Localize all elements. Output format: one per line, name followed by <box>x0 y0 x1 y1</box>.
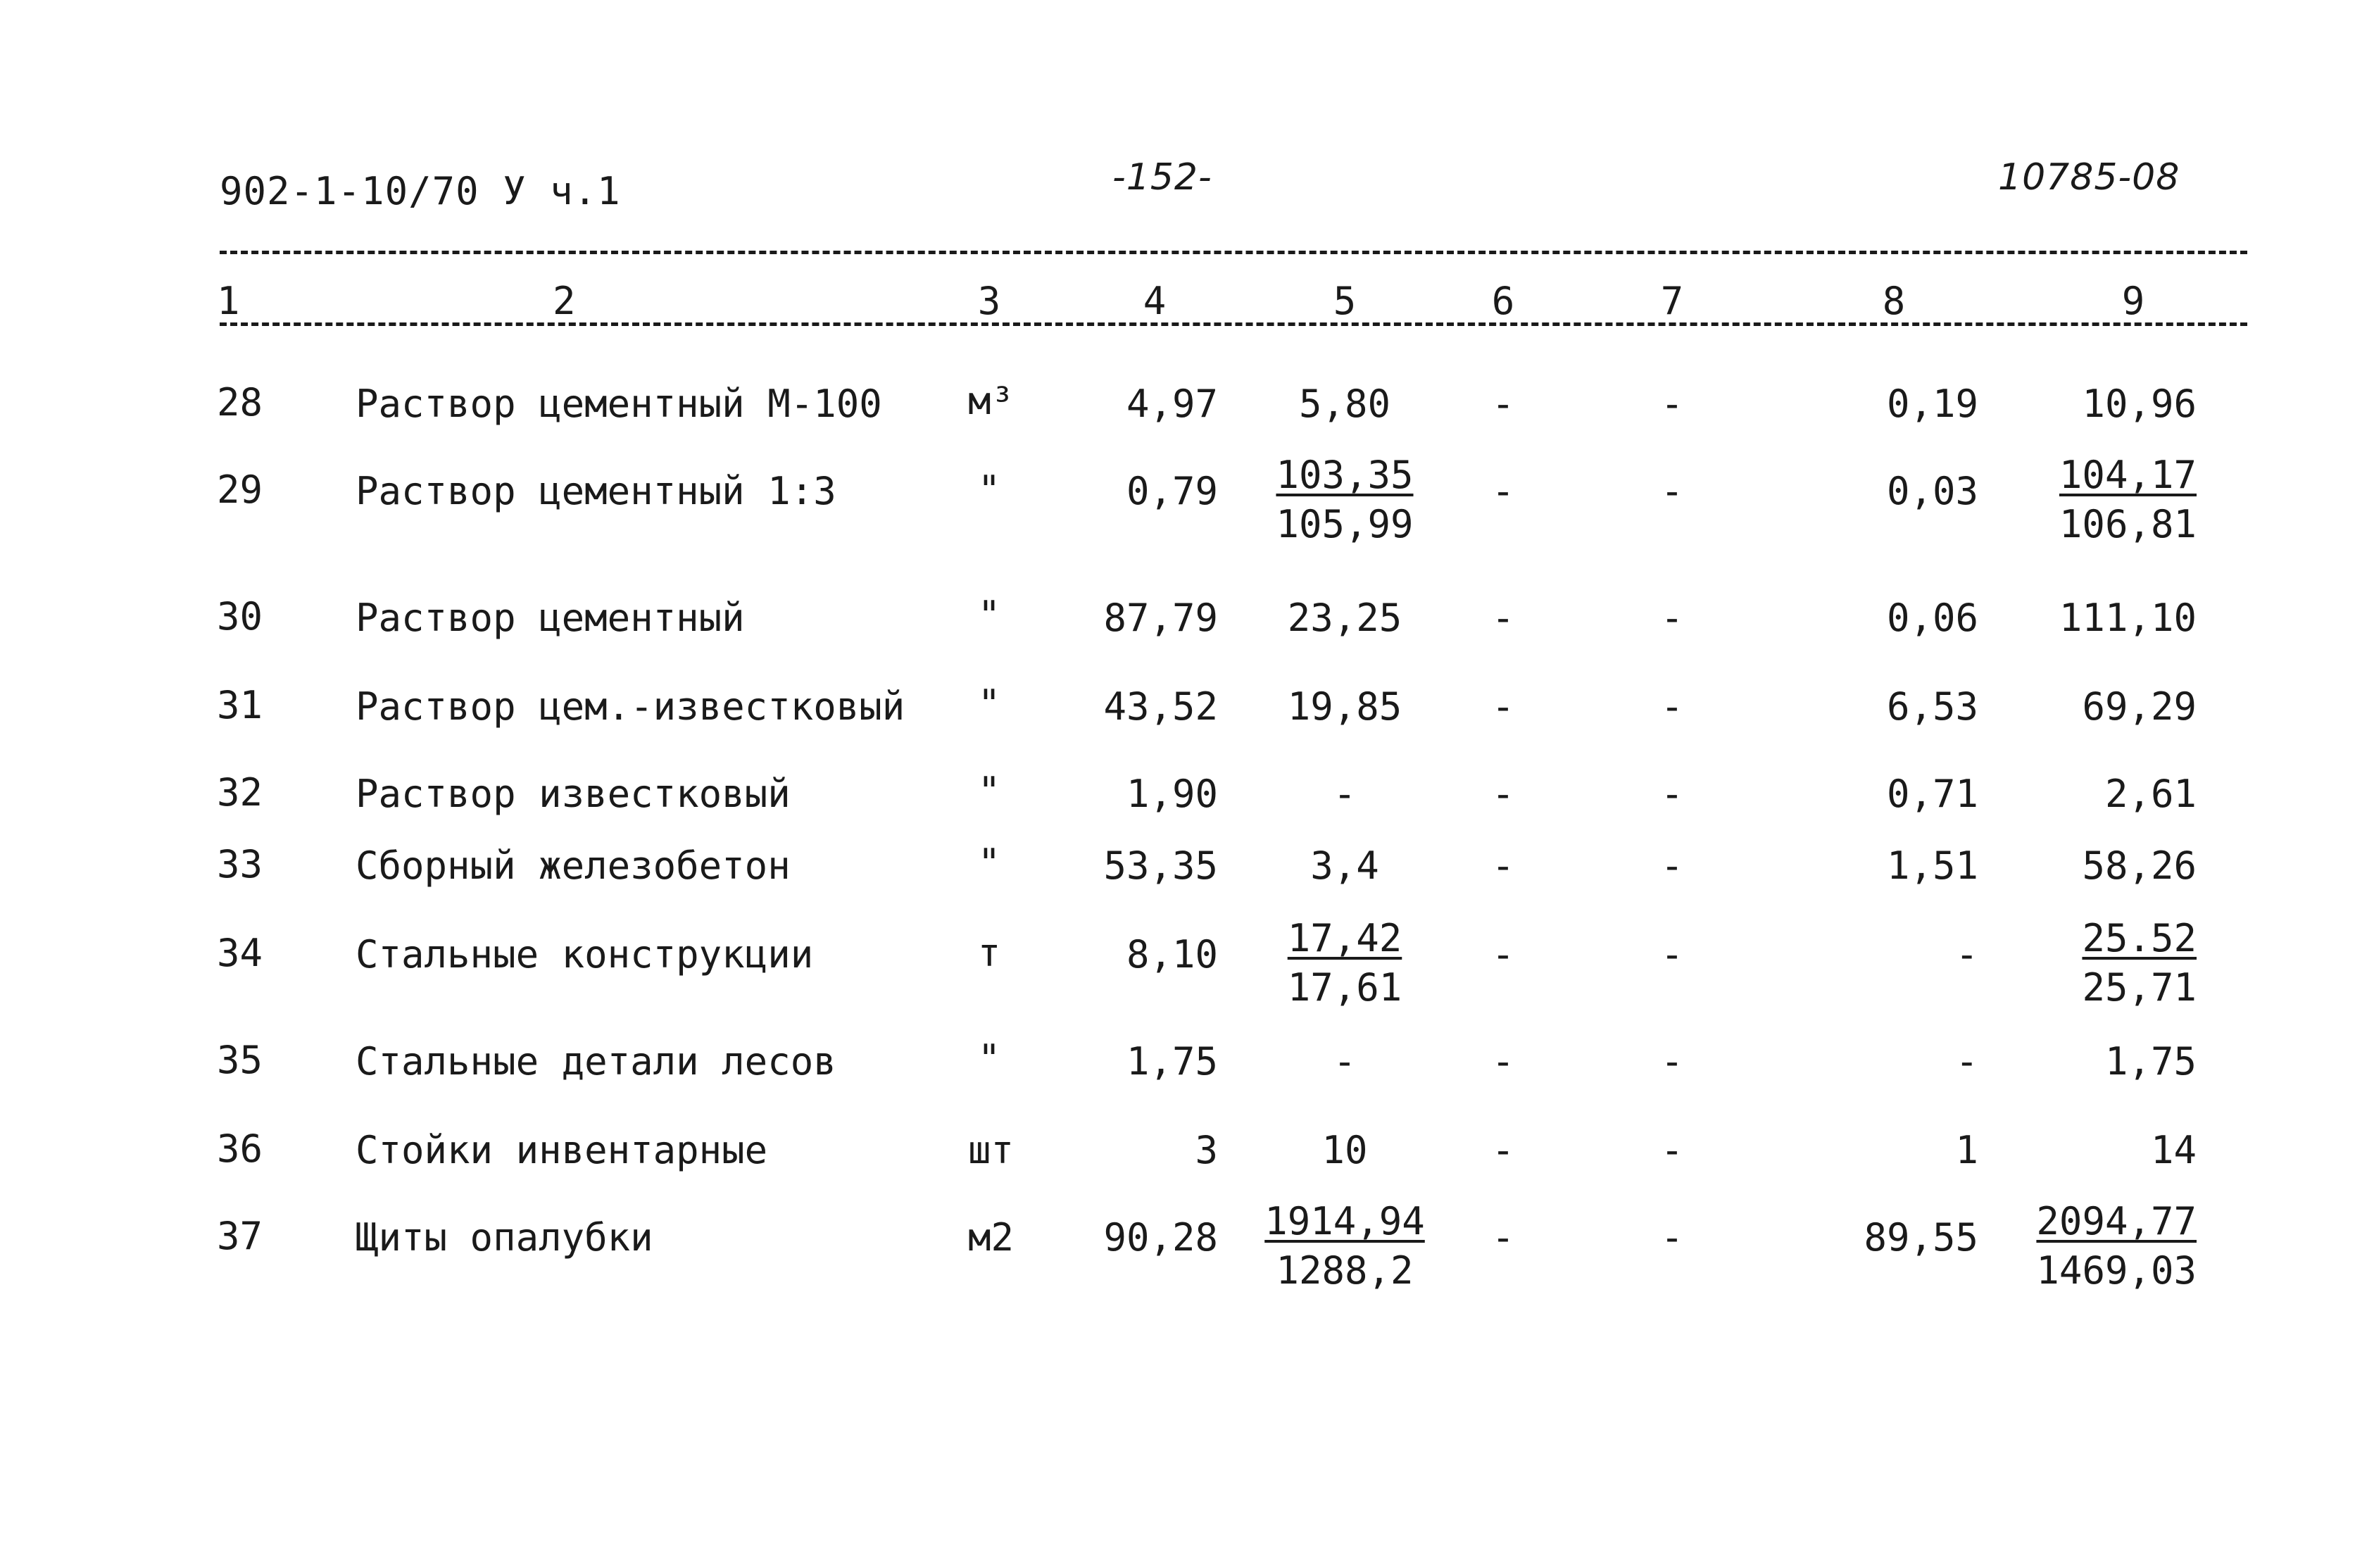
row-number: 37 <box>217 1214 263 1258</box>
value-col-9: 111,10 <box>2059 596 2197 640</box>
table-top-rule <box>220 251 2247 254</box>
material-name: Раствор цементный М-100 <box>356 382 882 426</box>
column-header-7: 7 <box>1660 279 1684 323</box>
material-name: Раствор цем.-известковый <box>356 684 905 729</box>
value-col-9: 69,29 <box>2082 684 2197 729</box>
value-col-8: 0,03 <box>1886 469 1978 513</box>
material-name: Щиты опалубки <box>356 1215 653 1260</box>
value-col-4: 3 <box>1195 1128 1218 1172</box>
value-col-8: - <box>1955 1039 1978 1084</box>
value-col-4: 53,35 <box>1103 843 1218 888</box>
value-col-7: - <box>1660 596 1684 640</box>
material-name: Раствор цементный <box>356 596 745 640</box>
value-col-9: 1,75 <box>2104 1039 2197 1084</box>
value-col-6: - <box>1491 772 1515 816</box>
value-col-5: 3,4 <box>1310 843 1379 888</box>
unit: шт <box>968 1128 1015 1172</box>
value-col-6: - <box>1491 469 1515 513</box>
unit: т <box>977 931 1001 975</box>
value-col-4: 8,10 <box>1126 932 1218 977</box>
column-header-3: 3 <box>977 279 1001 323</box>
row-number: 28 <box>217 380 263 425</box>
table-header-rule <box>220 322 2247 326</box>
value-col-9: 2,61 <box>2104 772 2197 816</box>
fraction-denominator: 17,61 <box>1287 965 1402 1010</box>
value-col-5: - <box>1333 1039 1357 1084</box>
unit: " <box>977 769 1001 813</box>
value-col-5: 5,80 <box>1298 382 1391 426</box>
value-col-6: - <box>1491 1128 1515 1172</box>
fraction-numerator: 104,17 <box>2059 453 2197 497</box>
fraction-numerator: 2094,77 <box>2036 1199 2197 1243</box>
column-header-6: 6 <box>1491 279 1515 323</box>
document-code: 902-1-10/70 У ч.1 <box>220 169 621 213</box>
value-col-5 <box>1253 451 1436 549</box>
row-number: 29 <box>217 468 263 512</box>
value-col-8: - <box>1955 932 1978 977</box>
row-number: 35 <box>217 1038 263 1082</box>
value-col-5: - <box>1333 772 1357 816</box>
value-col-8: 6,53 <box>1886 684 1978 729</box>
value-col-4: 0,79 <box>1126 469 1218 513</box>
value-col-8: 89,55 <box>1864 1215 1978 1260</box>
material-name: Стойки инвентарные <box>356 1128 768 1172</box>
value-col-5: 23,25 <box>1287 596 1402 640</box>
sheet-code: 10785-08 <box>1998 156 2180 199</box>
value-col-6: - <box>1491 382 1515 426</box>
value-col-4: 4,97 <box>1126 382 1218 426</box>
value-col-4: 43,52 <box>1103 684 1218 729</box>
row-number: 32 <box>217 770 263 815</box>
material-name: Раствор цементный 1:3 <box>356 469 836 513</box>
page-number: -152- <box>1112 156 1212 199</box>
value-col-6: - <box>1491 596 1515 640</box>
value-col-7: - <box>1660 469 1684 513</box>
column-header-5: 5 <box>1333 279 1357 323</box>
value-col-9 <box>2014 451 2197 549</box>
value-col-7: - <box>1660 772 1684 816</box>
fraction-denominator: 1469,03 <box>2036 1248 2197 1293</box>
value-col-5 <box>1253 1197 1436 1296</box>
value-col-4: 87,79 <box>1103 596 1218 640</box>
fraction-denominator: 105,99 <box>1276 502 1414 546</box>
value-col-6: - <box>1491 1215 1515 1260</box>
row-number: 34 <box>217 931 263 975</box>
value-col-8: 0,06 <box>1886 596 1978 640</box>
unit: " <box>977 593 1001 637</box>
row-number: 36 <box>217 1127 263 1171</box>
value-col-5 <box>1253 914 1436 1012</box>
value-col-8: 0,19 <box>1886 382 1978 426</box>
value-col-7: - <box>1660 1215 1684 1260</box>
value-col-5: 19,85 <box>1287 684 1402 729</box>
fraction-numerator: 1914,94 <box>1264 1199 1425 1243</box>
value-col-7: - <box>1660 843 1684 888</box>
unit: " <box>977 1036 1001 1081</box>
row-number: 31 <box>217 683 263 727</box>
fraction-denominator: 25,71 <box>2082 965 2197 1010</box>
value-col-8: 0,71 <box>1886 772 1978 816</box>
value-col-7: - <box>1660 684 1684 729</box>
row-number: 33 <box>217 842 263 886</box>
material-name: Раствор известковый <box>356 772 791 816</box>
column-header-9: 9 <box>2121 279 2145 323</box>
row-number: 30 <box>217 594 263 639</box>
value-col-7: - <box>1660 1128 1684 1172</box>
value-col-8: 1 <box>1955 1128 1978 1172</box>
value-col-9: 58,26 <box>2082 843 2197 888</box>
fraction-numerator: 103,35 <box>1276 453 1414 497</box>
fraction-numerator: 25.52 <box>2082 916 2197 960</box>
material-name: Сборный железобетон <box>356 843 791 888</box>
value-col-6: - <box>1491 932 1515 977</box>
fraction-numerator: 17,42 <box>1287 916 1402 960</box>
unit: " <box>977 841 1001 885</box>
column-header-1: 1 <box>217 279 240 323</box>
value-col-9 <box>2014 914 2197 1012</box>
column-header-2: 2 <box>553 279 576 323</box>
value-col-6: - <box>1491 684 1515 729</box>
value-col-4: 1,90 <box>1126 772 1218 816</box>
value-col-6: - <box>1491 843 1515 888</box>
column-header-8: 8 <box>1882 279 1906 323</box>
fraction-denominator: 1288,2 <box>1276 1248 1414 1293</box>
value-col-9 <box>2014 1197 2197 1296</box>
column-header-4: 4 <box>1143 279 1167 323</box>
value-col-7: - <box>1660 382 1684 426</box>
value-col-6: - <box>1491 1039 1515 1084</box>
value-col-9: 10,96 <box>2082 382 2197 426</box>
unit: м³ <box>968 379 1015 423</box>
material-name: Стальные конструкции <box>356 932 814 977</box>
unit: м2 <box>968 1215 1015 1260</box>
value-col-4: 1,75 <box>1126 1039 1218 1084</box>
value-col-7: - <box>1660 1039 1684 1084</box>
value-col-5: 10 <box>1321 1128 1368 1172</box>
unit: " <box>977 682 1001 726</box>
value-col-9: 14 <box>2150 1128 2197 1172</box>
value-col-7: - <box>1660 932 1684 977</box>
fraction-denominator: 106,81 <box>2059 502 2197 546</box>
material-name: Стальные детали лесов <box>356 1039 836 1084</box>
unit: " <box>977 468 1001 512</box>
value-col-4: 90,28 <box>1103 1215 1218 1260</box>
value-col-8: 1,51 <box>1886 843 1978 888</box>
